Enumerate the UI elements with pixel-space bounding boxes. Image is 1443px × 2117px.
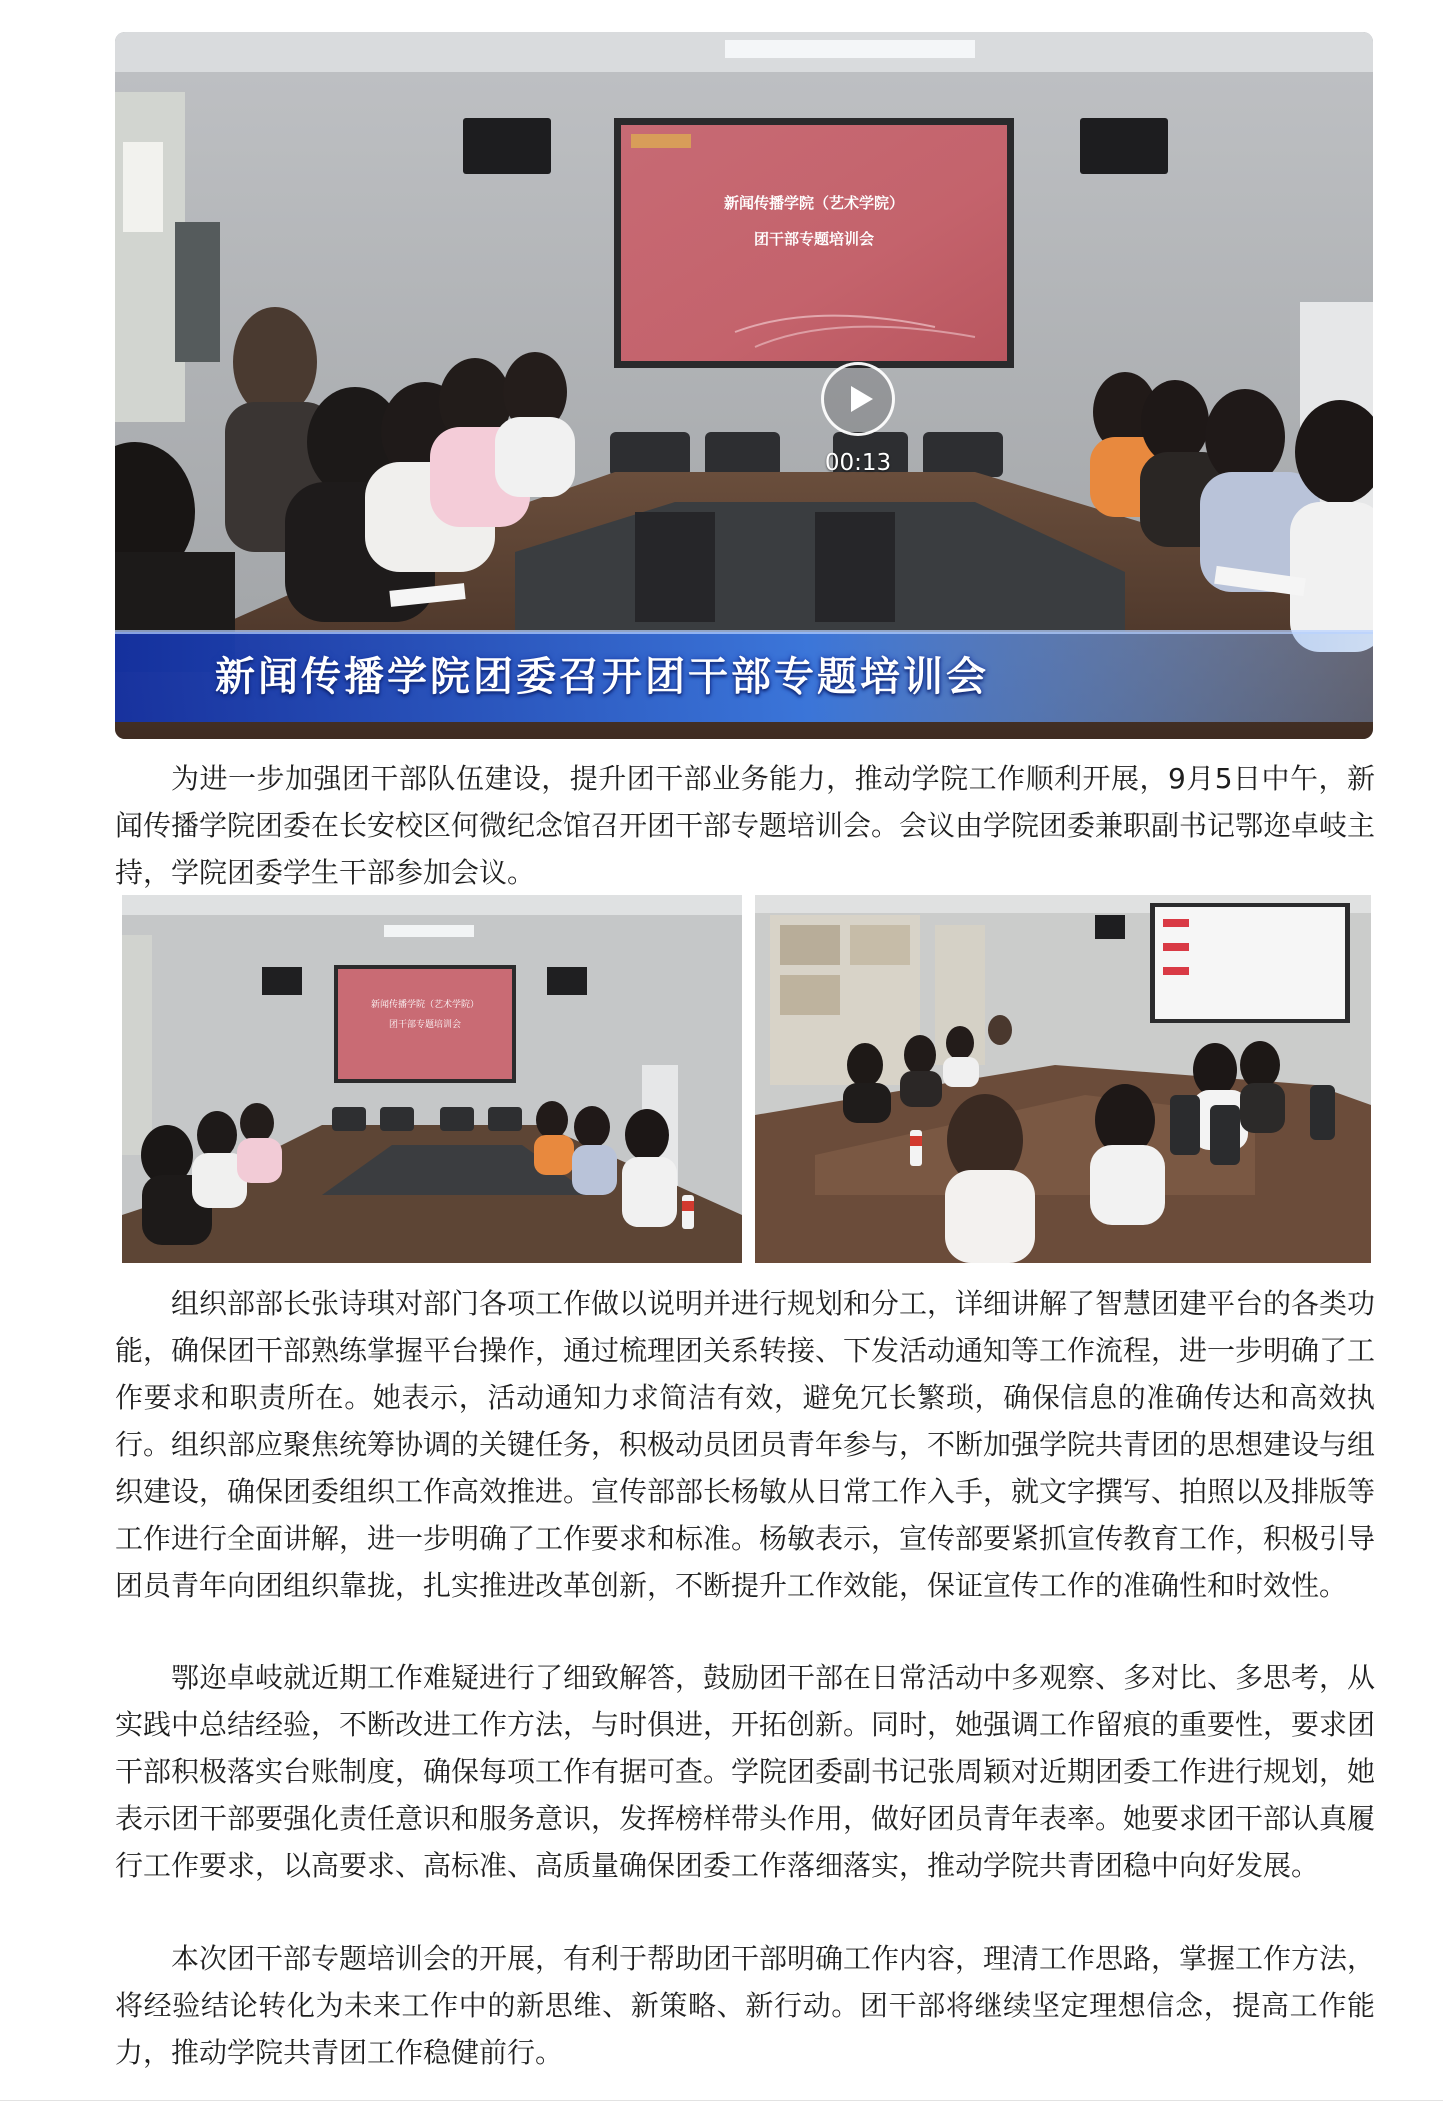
article-paragraph-4: 本次团干部专题培训会的开展，有利于帮助团干部明确工作内容，理清工作思路，掌握工作方法，将经验结论转化为未来工作中的新思维、新策略、新行动。团干部将继续坚定理想信念，提高工作能力，推动学院共青团工作稳健前行。: [115, 1942, 1376, 2069]
video-frame-image: [115, 32, 1373, 739]
left-photo-screen-title: 新闻传播学院（艺术学院）: [370, 1000, 479, 1010]
video-caption: 新闻传播学院团委召开团干部专题培训会: [215, 654, 989, 700]
video-player[interactable]: [115, 32, 1373, 739]
video-screen-title: 新闻传播学院（艺术学院）: [723, 194, 904, 212]
meeting-photo-right-image: [755, 895, 1371, 1263]
article-paragraph-2: 组织部部长张诗琪对部门各项工作做以说明并进行规划和分工，详细讲解了智慧团建平台的各类功能，确保团干部熟练掌握平台操作，通过梳理团关系转接、下发活动通知等工作流程，进一步明确了工作要求和职责所在。她表示，活动通知力求简洁有效，避免冗长繁琐，确保信息的准确传达和高效执行。组织部应聚焦统筹协调的关键任务，积极动员团员青年参与，不断加强学院共青团的思想建设与组织建设，确保团委组织工作高效推进。宣传部部长杨敏从日常工作入手，就文字撰写、拍照以及排版等工作进行全面讲解，进一步明确了工作要求和标准。杨敏表示，宣传部要紧抓宣传教育工作，积极引导团员青年向团组织靠拢，扎实推进改革创新，不断提升工作效能，保证宣传工作的准确性和时效性。: [115, 1287, 1376, 1602]
meeting-photo-right: [755, 895, 1371, 1263]
left-photo-screen-subtitle: 团干部专题培训会: [388, 1020, 461, 1030]
meeting-photo-left-image: [122, 895, 742, 1263]
article-paragraph-3: 鄂迩卓岐就近期工作难疑进行了细致解答，鼓励团干部在日常活动中多观察、多对比、多思考，从实践中总结经验，不断改进工作方法，与时俱进，开拓创新。同时，她强调工作留痕的重要性，要求团干部积极落实台账制度，确保每项工作有据可查。学院团委副书记张周颖对近期团委工作进行规划，她表示团干部要强化责任意识和服务意识，发挥榜样带头作用，做好团员青年表率。她要求团干部认真履行工作要求，以高要求、高标准、高质量确保团委工作落细落实，推动学院共青团稳中向好发展。: [115, 1661, 1376, 1882]
article-paragraph-1: 为进一步加强团干部队伍建设，提升团干部业务能力，推动学院工作顺利开展，9月5日中午，新闻传播学院团委在长安校区何微纪念馆召开团干部专题培训会。会议由学院团委兼职副书记鄂迩卓岐主持，学院团委学生干部参加会议。: [115, 762, 1376, 889]
play-icon: [851, 386, 873, 412]
play-button[interactable]: [821, 362, 895, 436]
page-divider: [0, 2100, 1443, 2101]
meeting-photo-left: [122, 895, 742, 1263]
video-screen-subtitle: 团干部专题培训会: [753, 230, 874, 248]
video-timestamp: 00:13: [824, 450, 892, 476]
